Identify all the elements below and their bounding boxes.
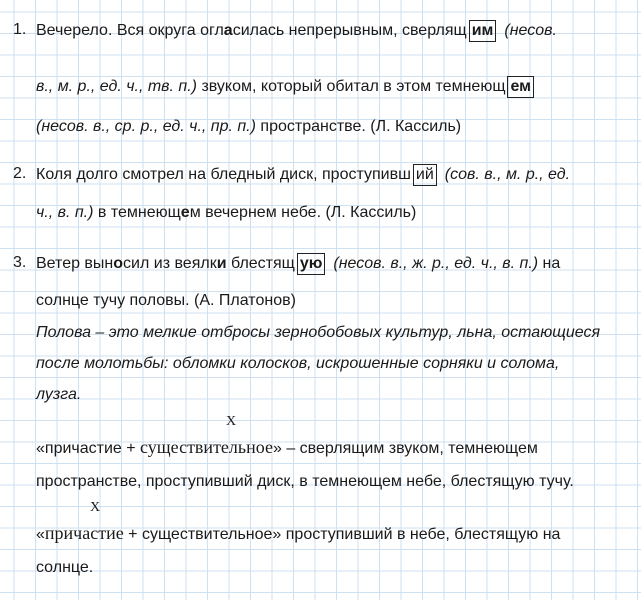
text: + существительное» проступивший в небе, блестящую на xyxy=(123,526,561,543)
item-2-line-1 xyxy=(36,164,570,186)
ending-box: ий xyxy=(413,164,437,186)
stressed-letter: о xyxy=(113,255,124,272)
participle-word: причастие xyxy=(44,523,124,543)
text: звуком, который обитал в этом темнеющ xyxy=(197,78,506,95)
text: «причастие + xyxy=(36,440,141,457)
analysis-b-line-2: солнце. xyxy=(36,559,94,576)
grammar-note: в., м. р., ед. ч., тв. п.) xyxy=(36,78,197,95)
item-3-line-2 xyxy=(36,291,296,311)
analysis-a-line-2: пространстве, проступивший диск, в темнеющем небе, блестящую тучу. xyxy=(36,473,574,490)
item-1-line-2 xyxy=(36,76,536,98)
item-2-line-2 xyxy=(36,203,416,223)
stressed-letter: е xyxy=(180,204,190,221)
x-mark: X xyxy=(90,500,101,515)
text: на xyxy=(538,255,561,272)
ending-box: им xyxy=(469,20,497,42)
analysis-b-line-1 xyxy=(36,523,560,545)
stressed-letter: и xyxy=(216,255,227,272)
grammar-note: (несов. в., ср. р., ед. ч., пр. п.) xyxy=(36,118,256,135)
item-1-line-1 xyxy=(36,20,557,42)
text: Коля долго смотрел на бледный диск, проступивш xyxy=(36,166,411,183)
text: » – сверлящим звуком, темнеющем xyxy=(272,440,538,457)
text: блестящ xyxy=(226,255,295,272)
text: Ветер вын xyxy=(36,255,114,272)
grammar-note: (несов. xyxy=(504,22,557,39)
analysis-a-line-1 xyxy=(36,437,538,459)
definition-line-1: Полова – это мелкие отбросы зернобобовых культур, льна, остающиеся xyxy=(36,324,600,341)
ending-box: ем xyxy=(507,76,534,98)
text: Вечерело. Вся округа огл xyxy=(36,22,224,39)
definition-line-3: лузга. xyxy=(36,386,82,403)
text: « xyxy=(36,526,45,543)
item-3-line-1 xyxy=(36,253,560,275)
stressed-letter: а xyxy=(223,22,233,39)
text: м вечернем небе. (Л. Кассиль) xyxy=(189,204,417,221)
text: солнце тучу половы. (А. Платонов) xyxy=(36,292,296,309)
grammar-note: (сов. в., м. р., ед. xyxy=(444,166,571,183)
grammar-note: (несов. в., ж. р., ед. ч., в. п.) xyxy=(333,255,539,272)
definition-line-2: после молотьбы: обломки колосков, искрошенные сорняки и солома, xyxy=(36,355,560,372)
grammar-note: ч., в. п.) xyxy=(36,204,94,221)
ending-box: ую xyxy=(297,253,326,275)
item-1-line-3 xyxy=(36,117,461,137)
x-mark: X xyxy=(226,414,237,429)
text: силась непрерывным, сверлящ xyxy=(232,22,467,39)
text: в темнеющ xyxy=(93,204,181,221)
text: пространстве. (Л. Кассиль) xyxy=(255,118,462,135)
text: сил из веялк xyxy=(123,255,217,272)
item-2-number: 2. xyxy=(13,165,27,182)
noun-word: существительное xyxy=(140,437,273,457)
item-3-number: 3. xyxy=(13,254,27,271)
item-1-number: 1. xyxy=(13,21,27,38)
